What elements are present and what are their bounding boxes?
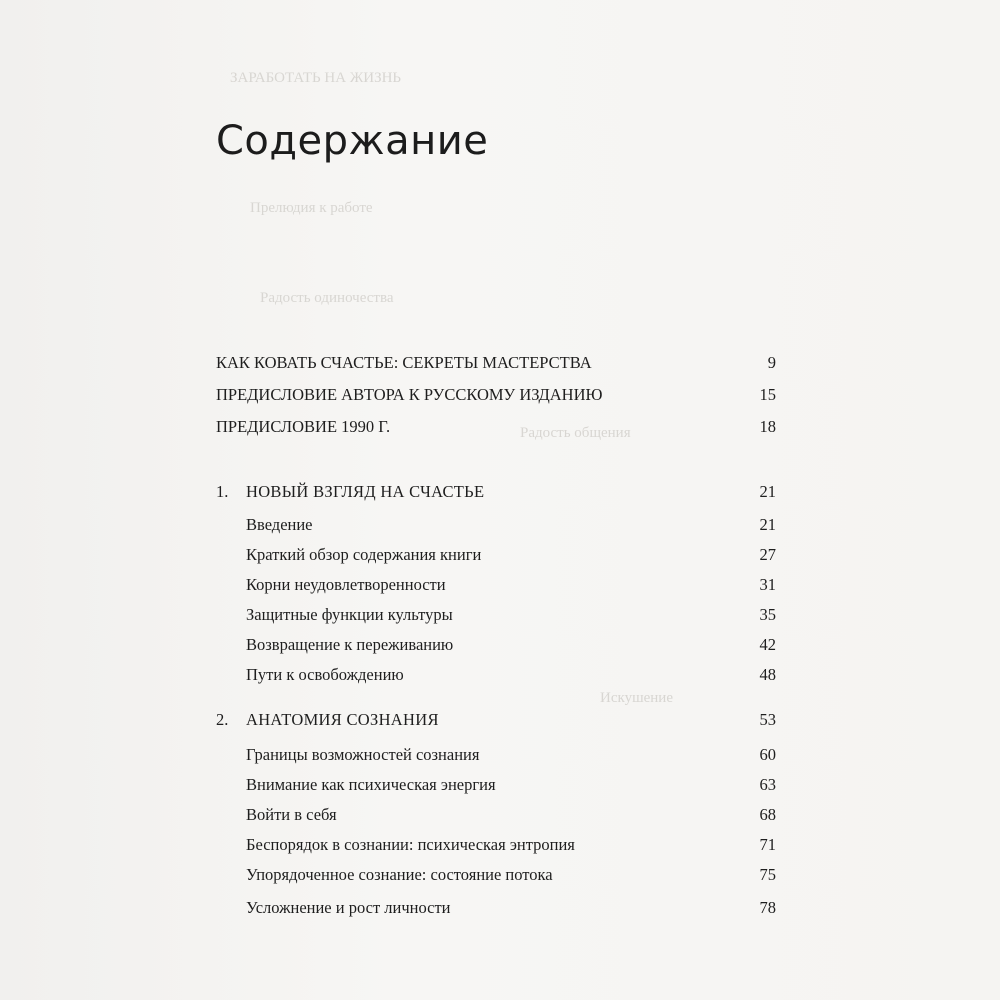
toc-section: [216, 511, 776, 539]
toc-section-label: Возвращение к переживанию: [246, 635, 454, 654]
toc-section: [216, 771, 776, 799]
show-through-text: Радость общения: [520, 425, 631, 441]
chapter-title: АНАТОМИЯ СОЗНАНИЯ: [246, 710, 439, 729]
toc-section-label: Внимание как психическая энергия: [246, 775, 496, 794]
toc-section: [216, 894, 776, 922]
toc-section-page: 21: [759, 515, 776, 534]
toc-entry-label: КАК КОВАТЬ СЧАСТЬЕ: СЕКРЕТЫ МАСТЕРСТВА: [216, 353, 592, 372]
toc-chapter-2: [216, 706, 776, 734]
toc-section: [216, 741, 776, 769]
toc-section: [216, 801, 776, 829]
show-through-text: Искушение: [600, 690, 673, 706]
toc-section-page: 48: [759, 665, 776, 684]
toc-section-label: Усложнение и рост личности: [246, 898, 451, 917]
toc-section-label: Границы возможностей сознания: [246, 745, 480, 764]
toc-section: [216, 861, 776, 889]
toc-section-page: 42: [759, 635, 776, 654]
toc-section-page: 35: [759, 605, 776, 624]
toc-section: [216, 541, 776, 569]
show-through-text: Радость одиночества: [260, 290, 394, 306]
toc-entry: [216, 413, 776, 441]
toc-entry-page: 53: [759, 710, 776, 729]
toc-section: [216, 631, 776, 659]
toc-section-page: 63: [759, 775, 776, 794]
toc-section-label: Беспорядок в сознании: психическая энтропия: [246, 835, 575, 854]
toc-section-label: Войти в себя: [246, 805, 337, 824]
chapter-title: НОВЫЙ ВЗГЛЯД НА СЧАСТЬЕ: [246, 482, 485, 501]
toc-entry-page: 9: [767, 353, 776, 372]
toc-section-label: Краткий обзор содержания книги: [246, 545, 482, 564]
toc-entry-page: 18: [759, 417, 776, 436]
toc-entry-page: 15: [759, 385, 776, 404]
toc-section: [216, 601, 776, 629]
chapter-number: 2.: [216, 710, 229, 729]
toc-section-page: 78: [759, 898, 776, 917]
toc-section-label: Защитные функции культуры: [246, 605, 453, 624]
toc-section: [216, 661, 776, 689]
toc-section-label: Упорядоченное сознание: состояние потока: [246, 865, 553, 884]
toc-section-label: Пути к освобождению: [246, 665, 404, 684]
toc-section-label: Введение: [246, 515, 313, 534]
toc-section: [216, 831, 776, 859]
toc-section-label: Корни неудовлетворенности: [246, 575, 446, 594]
toc-entry-label: ПРЕДИСЛОВИЕ АВТОРА К РУССКОМУ ИЗДАНИЮ: [216, 385, 603, 404]
toc-section-page: 75: [759, 865, 776, 884]
chapter-number: 1.: [216, 482, 229, 501]
toc-entry-label: ПРЕДИСЛОВИЕ 1990 Г.: [216, 417, 391, 436]
toc-entry: [216, 349, 776, 377]
toc-section-page: 31: [759, 575, 776, 594]
toc-section-page: 60: [759, 745, 776, 764]
toc-section-page: 27: [759, 545, 776, 564]
toc-section-page: 71: [759, 835, 776, 854]
toc-entry: [216, 381, 776, 409]
show-through-text: ЗАРАБОТАТЬ НА ЖИЗНЬ: [230, 70, 402, 86]
toc-entry-page: 21: [759, 482, 776, 501]
page-title: Содержание: [216, 118, 489, 164]
toc-section: [216, 571, 776, 599]
show-through-text: Прелюдия к работе: [250, 200, 373, 216]
toc-chapter-1: [216, 478, 776, 506]
toc-section-page: 68: [759, 805, 776, 824]
